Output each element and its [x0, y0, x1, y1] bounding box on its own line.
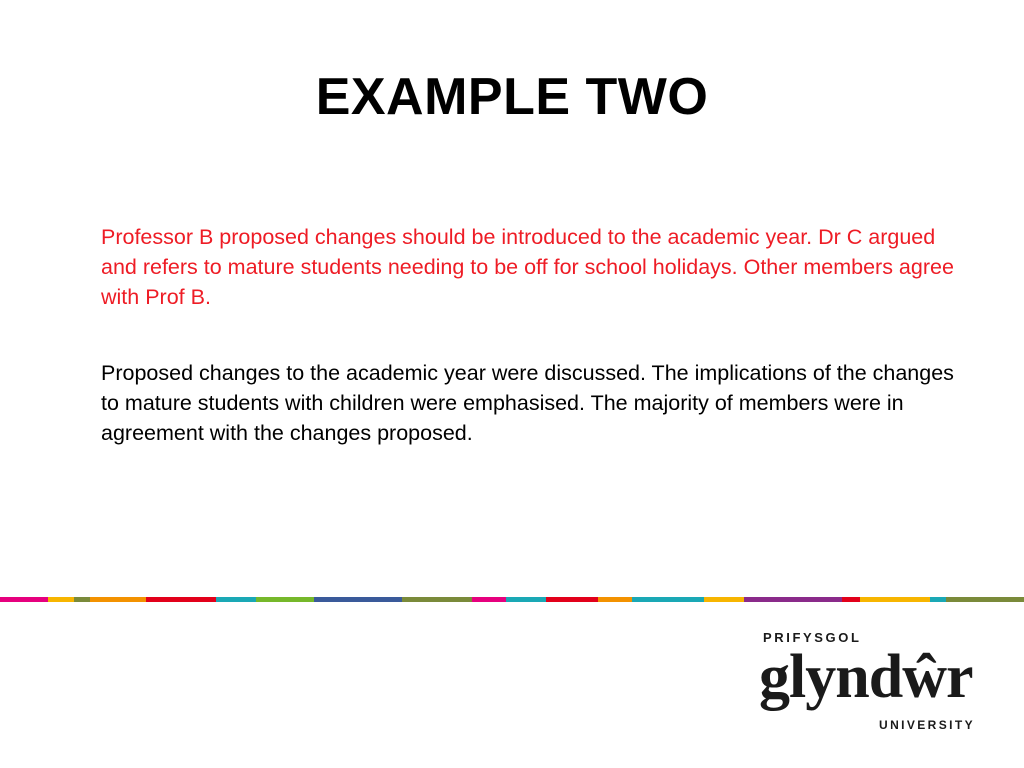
stripe-segment [216, 597, 256, 602]
stripe-segment [930, 597, 946, 602]
stripe-segment [704, 597, 744, 602]
stripe-segment [256, 597, 314, 602]
stripe-segment [860, 597, 930, 602]
slide-title: EXAMPLE TWO [315, 68, 709, 126]
red-paragraph: Professor B proposed changes should be introduced to the academic year. Dr C argued and refers to mature students needing to be off for school holidays. Other members agree with Prof B. [101, 225, 954, 309]
stripe-segment [0, 597, 48, 602]
stripe-segment [402, 597, 472, 602]
logo-wordmark: glyndŵr [759, 643, 973, 711]
stripe-segment [598, 597, 632, 602]
color-stripe [0, 597, 1024, 602]
stripe-segment [74, 597, 90, 602]
stripe-segment [946, 597, 1024, 602]
stripe-segment [48, 597, 74, 602]
stripe-segment [546, 597, 598, 602]
black-paragraph: Proposed changes to the academic year were discussed. The implications of the changes to mature students with children were emphasised. The majority of members were in agreement with the changes proposed. [101, 361, 954, 445]
logo-bottom-text: UNIVERSITY [879, 718, 976, 732]
stripe-segment [146, 597, 216, 602]
stripe-segment [842, 597, 860, 602]
stripe-segment [632, 597, 704, 602]
stripe-segment [90, 597, 146, 602]
stripe-segment [472, 597, 506, 602]
stripe-segment [506, 597, 546, 602]
stripe-segment [744, 597, 842, 602]
stripe-segment [314, 597, 402, 602]
logo-top-text: PRIFYSGOL [763, 630, 862, 645]
university-logo [755, 630, 995, 740]
